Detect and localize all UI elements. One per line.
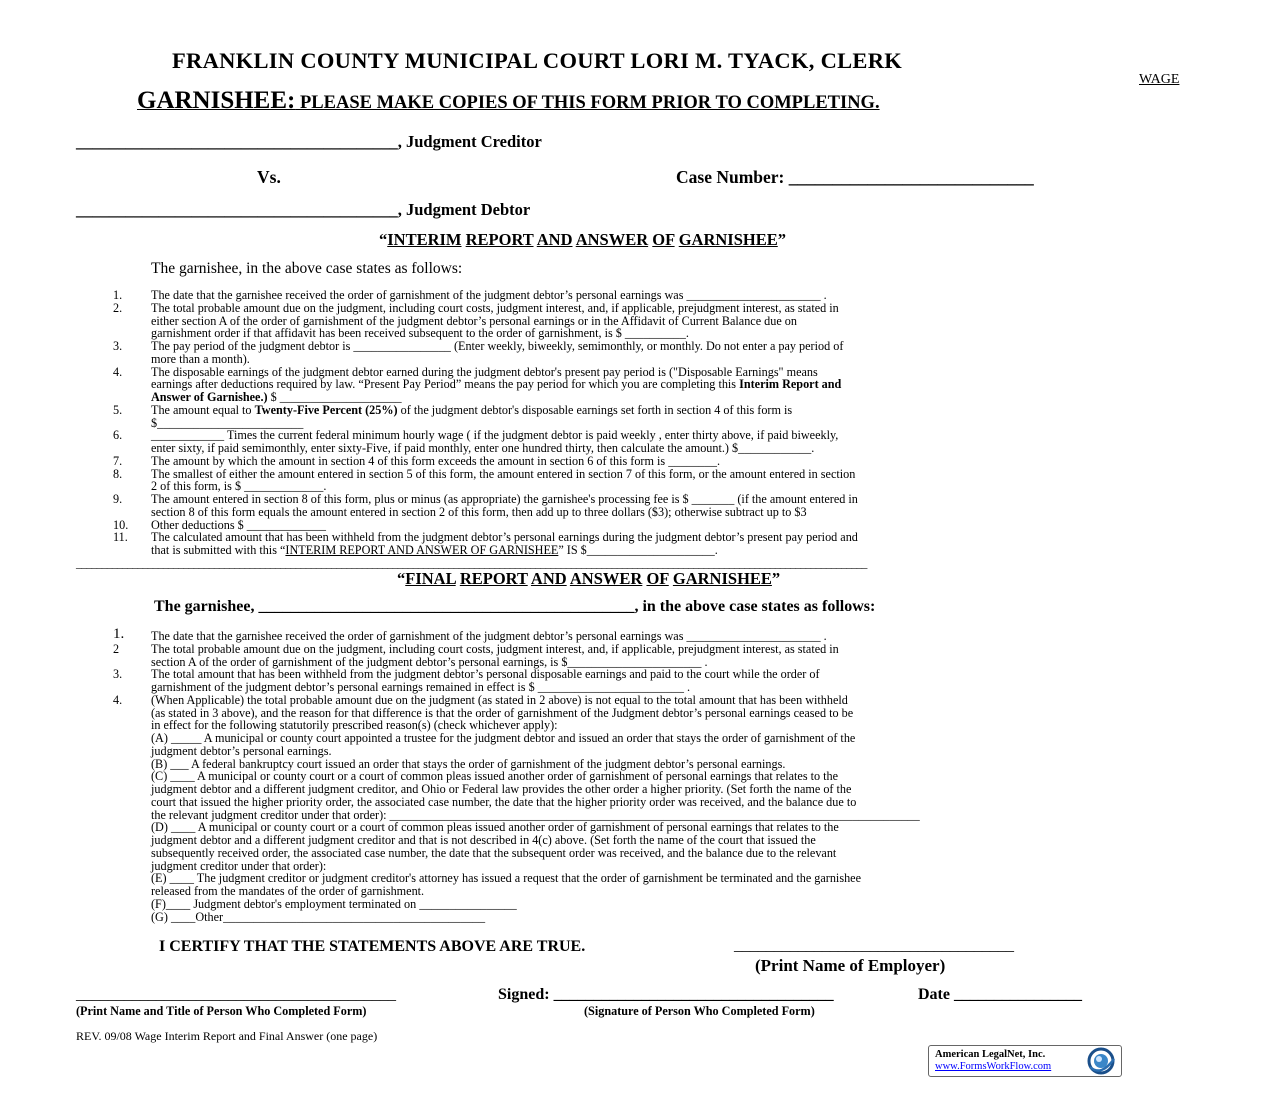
final-item-text: garnishment of the judgment debtor’s personal earnings remained in effect is $ ________________________ . (151, 680, 691, 694)
case-number-line[interactable]: Case Number: ____________________________ (676, 167, 1034, 187)
title-word: ANSWER (575, 230, 649, 249)
final-item-text: (A) _____ A municipal or county court appointed a trustee for the judgment debtor and issued an order that stays the order of garnishment of the (151, 731, 856, 745)
final-item-text: (E) ____ The judgment creditor or judgment creditor's attorney has issued a request that the order of garnishment be terminated and the garnishee (151, 871, 861, 886)
title-word: FINAL (405, 569, 456, 588)
interim-item-text: The disposable earnings of the judgment debtor earned during the judgment debtor's present pay period is ("Disposable Earnings" means (151, 364, 818, 379)
judgment-debtor-line[interactable]: _______________________________________, Judgment Debtor (76, 200, 531, 219)
title-word: REPORT (459, 569, 528, 588)
final-item-text: judgment debtor and a different judgment creditor, and Ohio or Federal law provides the other order a higher priority. (Set forth the name of the (151, 782, 852, 796)
final-item-text: subsequently received order, the associated case number, the date that the subsequent order was received, and the balance due to the relevant (151, 845, 837, 860)
interim-item-text: either section A of the order of garnishment of the judgment debtor’s personal earnings or in the Affidavit of Current Balance due on (151, 313, 797, 328)
final-item-text: The total amount that has been withheld from the judgment debtor’s personal disposable earnings and paid to the court while the order of (151, 667, 820, 682)
final-item-text: released from the mandates of the order of garnishment. (151, 884, 425, 898)
signature-label: (Signature of Person Who Completed Form) (584, 1004, 815, 1018)
interim-item-number: 10. (113, 517, 129, 532)
completer-name-field[interactable]: ________________________________________ (76, 986, 396, 1003)
interim-item-number: 8. (113, 466, 123, 481)
interim-item-text: earnings after deductions required by law. “Present Pay Period” means the pay period for which you are completing this Interim Report and (151, 377, 842, 392)
title-word: GARNISHEE (672, 569, 772, 588)
title-word: AND (530, 569, 567, 588)
title-word: REPORT (465, 230, 534, 249)
interim-item-text: The total probable amount due on the judgment, including court costs, judgment interest, and, if applicable, prejudgment interest, as stated in (151, 300, 839, 315)
interim-item-number: 4. (113, 364, 123, 379)
title-word: OF (652, 230, 675, 249)
section-divider: ___________________________________________________________________________________________________________________________________________________________ (76, 556, 867, 570)
interim-item-text: $________________________ (151, 415, 304, 430)
interim-item-text: more than a month). (151, 351, 250, 366)
final-item-text: (as stated in 3 above), and the reason for that difference is that the order of garnishment of the Judgment debtor’s personal earnings ceased to be (151, 705, 854, 720)
garnishee-word: GARNISHEE: (137, 87, 296, 114)
final-item-text: (D) ____ A municipal or county court or a court of common pleas issued another order of garnishment of personal earnings that relates to the (151, 820, 839, 835)
employer-label: (Print Name of Employer) (755, 956, 946, 975)
title-word: ANSWER (569, 569, 643, 588)
final-item-text: (When Applicable) the total probable amount due on the judgment (as stated in 2 above) is not equal to the total amount that has been withheld (151, 692, 848, 707)
revision-note: REV. 09/08 Wage Interim Report and Final Answer (one page) (76, 1029, 378, 1043)
interim-item-text: The amount entered in section 8 of this form, plus or minus (as appropriate) the garnishee's processing fee is $ _______ (if the amount entered in (151, 492, 858, 506)
final-item-text: section A of the order of garnishment of the judgment debtor’s personal earnings, is $______________________ . (151, 654, 708, 669)
interim-item-text: ____________ Times the current federal minimum hourly wage ( if the judgment debtor is paid weekly , enter thirty above, if paid biweekly, (151, 428, 839, 443)
title-word: GARNISHEE (678, 230, 778, 249)
final-report-title (397, 569, 780, 589)
title-word: OF (646, 569, 669, 588)
swirl-globe-icon (1084, 1047, 1118, 1075)
american-legalnet-logo[interactable] (928, 1045, 1122, 1077)
title-word: AND (536, 230, 573, 249)
interim-item-number: 2. (113, 300, 123, 315)
final-item-text: judgment creditor under that order): (151, 858, 327, 873)
certify-statement: I CERTIFY THAT THE STATEMENTS ABOVE ARE TRUE. (159, 938, 586, 955)
interim-item-text: Answer of Garnishee.) $ ____________________ (151, 390, 402, 404)
interim-item-number: 7. (113, 453, 123, 468)
interim-item-text: The calculated amount that has been withheld from the judgment debtor’s personal earnings during the judgment debtor’s present pay period and (151, 530, 858, 545)
garnishee-name-field[interactable]: _______________________________________________ (258, 598, 635, 615)
completer-name-label: (Print Name and Title of Person Who Completed Form) (76, 1004, 367, 1018)
final-item-text: judgment debtor’s personal earnings. (151, 743, 332, 758)
judgment-creditor-line[interactable]: _______________________________________, Judgment Creditor (76, 132, 542, 151)
interim-item-text: The date that the garnishee received the order of garnishment of the judgment debtor’s personal earnings was ______________________ . (151, 288, 827, 302)
court-title: FRANKLIN COUNTY MUNICIPAL COURT LORI M. TYACK, CLERK (172, 48, 903, 73)
interim-item-text: Other deductions $ _____________ (151, 517, 327, 532)
interim-item-number: 3. (113, 339, 123, 353)
interim-item-text: The amount by which the amount in section 4 of this form exceeds the amount in section 6 of this form is ________. (151, 453, 720, 468)
final-item-text: court that issued the higher priority order, the associated case number, the date that the higher priority order was received, and the balance due to (151, 794, 857, 809)
logo-url[interactable]: www.FormsWorkFlow.com (935, 1061, 1052, 1072)
interim-item-text: 2 of this form, is $ _____________. (151, 479, 327, 494)
final-intro-tail: , in the above case states as follows: (634, 598, 876, 615)
title-word: “ (379, 230, 388, 249)
employer-name-field[interactable]: ___________________________________ (734, 937, 1014, 954)
final-item-text: (B) ___ A federal bankruptcy court issued an order that stays the order of garnishment of the judgment debtor’s personal earnings. (151, 756, 786, 771)
final-item-text: (F)____ Judgment debtor's employment terminated on ________________ (151, 896, 517, 911)
interim-report-title (379, 230, 786, 250)
garnishee-heading (137, 87, 880, 115)
final-item-text: The date that the garnishee received the order of garnishment of the judgment debtor’s personal earnings was ______________________ . (151, 629, 827, 643)
interim-intro: The garnishee, in the above case states as follows: (151, 260, 463, 277)
interim-item-text: The pay period of the judgment debtor is ________________ (Enter weekly, biweekly, semimonthly, or monthly. Do not enter a pay period of (151, 339, 844, 353)
title-word: “ (397, 569, 406, 588)
interim-item-number: 5. (113, 402, 123, 417)
final-item-number: 4. (113, 692, 123, 707)
title-word: ” (771, 569, 781, 588)
final-item-number: 1. (113, 626, 125, 642)
final-intro-lead: The garnishee, (154, 598, 259, 615)
signature-field[interactable]: Signed: ___________________________________ (498, 986, 834, 1003)
title-word: ” (777, 230, 786, 249)
interim-item-text: enter sixty, if paid semimonthly, enter sixty-Five, if paid monthly, enter one hundred thirty, then calculate the amount.) $____________. (151, 441, 815, 455)
final-item-text: in effect for the following statutorily prescribed reason(s) (check whichever apply): (151, 718, 558, 733)
interim-item-text: section 8 of this form equals the amount entered in section 2 of this form, then add up to three dollars ($3); otherwise subtract up to $3 (151, 504, 807, 519)
interim-item-text: that is submitted with this “INTERIM REPORT AND ANSWER OF GARNISHEE” IS $_____________________. (151, 543, 718, 557)
final-item-text: judgment debtor and a different judgment creditor and that is not described in 4(c) above. (Set forth the name of the court that issued the (151, 833, 816, 847)
final-item-number: 3. (113, 667, 123, 682)
final-intro (154, 598, 875, 616)
interim-item-number: 11. (113, 530, 128, 545)
logo-company: American LegalNet, Inc. (935, 1049, 1046, 1060)
garnishee-note: PLEASE MAKE COPIES OF THIS FORM PRIOR TO COMPLETING. (295, 93, 880, 113)
vs-label: Vs. (257, 167, 281, 187)
date-field[interactable]: Date ________________ (918, 986, 1082, 1003)
final-item-text: the relevant judgment creditor under that order): _______________________________________________________________________________________ (151, 807, 920, 822)
interim-item-text: The amount equal to Twenty-Five Percent (25%) of the judgment debtor's disposable earnings set forth in section 4 of this form is (151, 402, 793, 417)
interim-item-text: The smallest of either the amount entered in section 5 of this form, the amount entered in section 7 of this form, or the amount entered in section (151, 466, 856, 481)
interim-item-text: garnishment order if that affidavit has been received subsequent to the order of garnishment, is $ __________. (151, 326, 689, 341)
wage-tag: WAGE (1139, 72, 1180, 87)
title-word: INTERIM (387, 230, 462, 249)
interim-item-number: 6. (113, 428, 123, 443)
final-item-text: (G) ____Other___________________________________________ (151, 909, 486, 924)
final-item-number: 2 (113, 641, 120, 656)
final-item-text: The total probable amount due on the judgment, including court costs, judgment interest, and, if applicable, prejudgment interest, as stated in (151, 641, 839, 656)
interim-item-number: 1. (113, 288, 123, 302)
final-item-text: (C) ____ A municipal or county court or a court of common pleas issued another order of garnishment of personal earnings that relates to the (151, 769, 839, 784)
interim-item-number: 9. (113, 492, 123, 506)
